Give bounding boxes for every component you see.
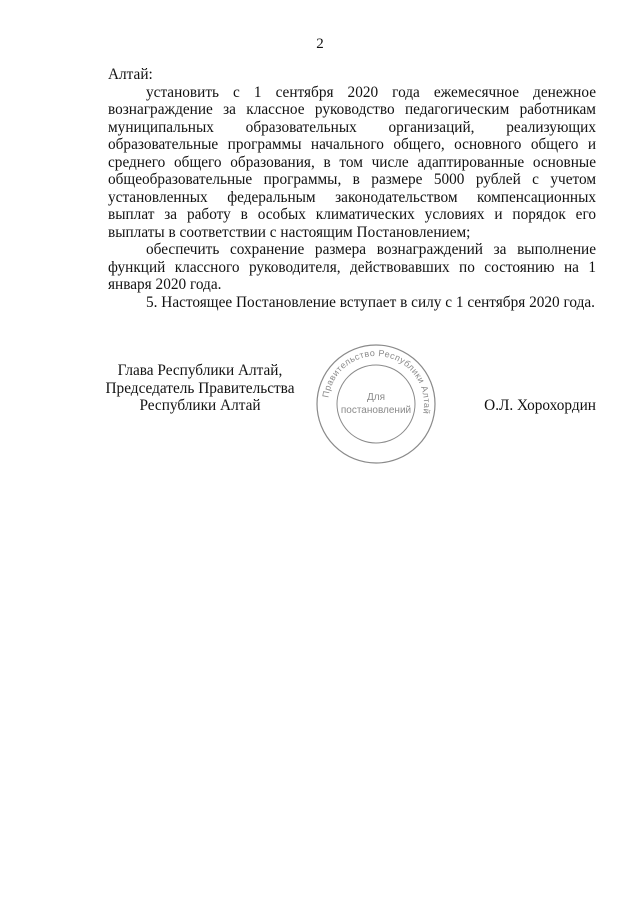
- signatory-title: [100, 362, 300, 415]
- paragraph-continuation: Алтай:: [108, 66, 153, 83]
- seal-inner-line-1: Для: [366, 392, 386, 403]
- signatory-title-line-2: Председатель Правительства: [105, 379, 295, 397]
- seal-inner-line-2: постановлений: [340, 405, 412, 416]
- signer-name: О.Л. Хорохордин: [484, 397, 596, 414]
- signatory-title-line-3: Республики Алтай: [139, 397, 261, 414]
- official-seal: [314, 342, 438, 466]
- document-body: [108, 66, 596, 311]
- signatory-title-line-1: Глава Республики Алтай,: [117, 362, 283, 379]
- seal-outer-text: Правительство Республики Алтай: [320, 347, 433, 415]
- paragraph-effective-date: 5. Настоящее Постановление вступает в силу с 1 сентября 2020 года.: [146, 293, 595, 311]
- paragraph-remuneration: установить с 1 сентября 2020 года ежемесячное денежное вознаграждение за классное руководство педагогическим работникам муниципальных образовательных организаций, реализующих образовательные программы начального общего, основного общего и среднего общего образования, в том числе адаптированные основные общеобразовательные программы, в размере 5000 рублей с учетом установленных федеральным законодательством компенсационных выплат за работу в особых климатических условиях и порядок его выплаты в соответствии с настоящим Постановлением;: [108, 83, 596, 241]
- page-number: 2: [316, 36, 324, 52]
- paragraph-preservation: обеспечить сохранение размера вознаграждений за выполнение функций классного руководителя, действовавших по состоянию на 1 января 2020 года.: [108, 241, 596, 293]
